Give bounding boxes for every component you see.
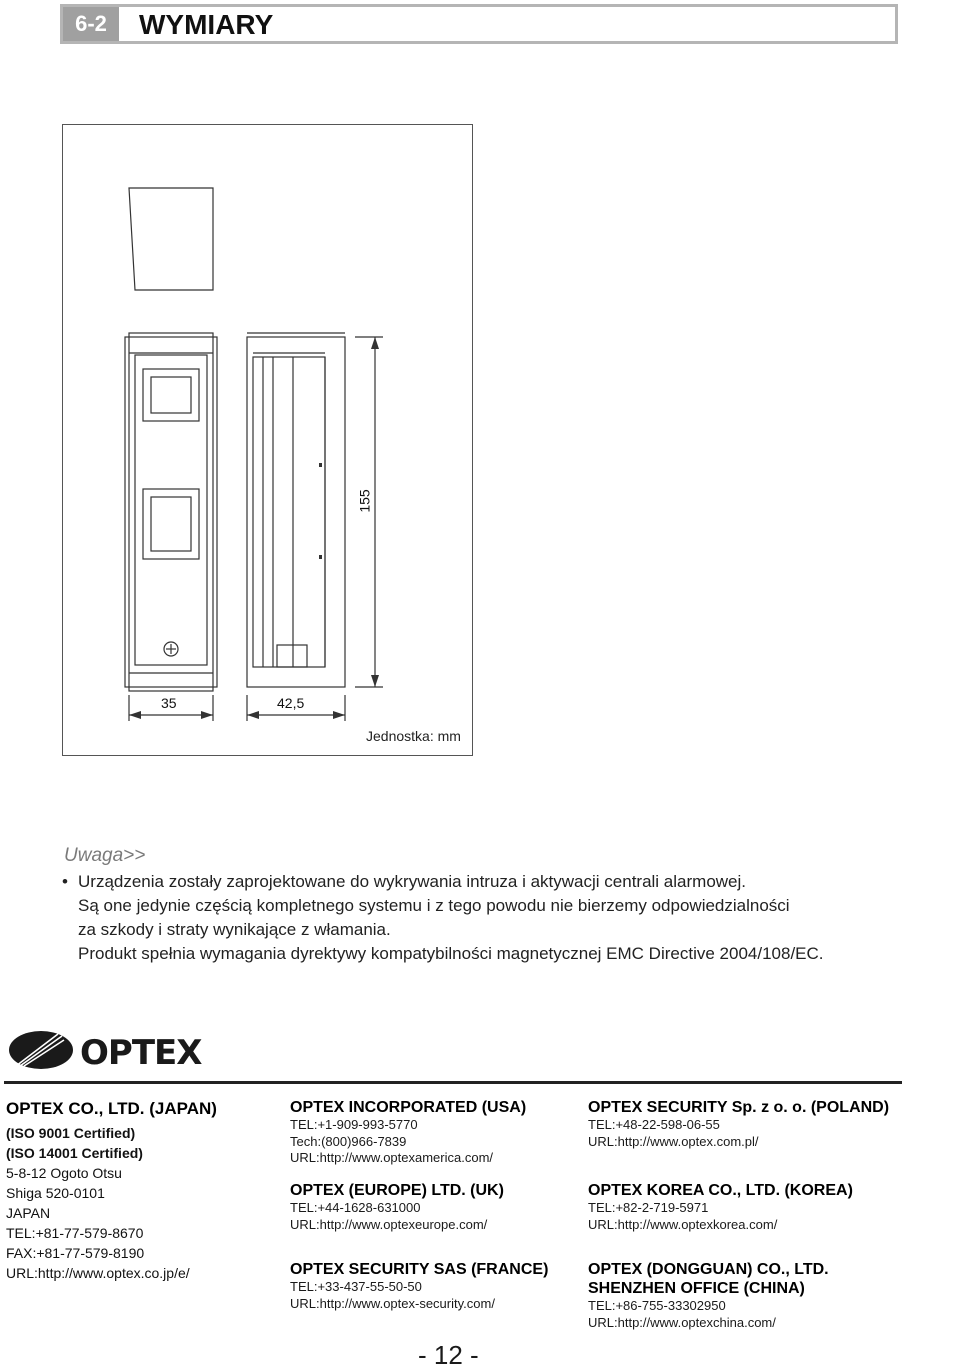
optex-logo-icon: [8, 1028, 238, 1072]
company-office: SHENZHEN OFFICE (CHINA): [588, 1280, 805, 1297]
logo-text: OPTEX: [80, 1033, 202, 1072]
section-title: WYMIARY: [139, 9, 274, 40]
phone: TEL:+82-2-719-5971: [588, 1200, 709, 1215]
side-view-outline: [247, 337, 345, 687]
company-name: OPTEX SECURITY SAS (FRANCE): [290, 1261, 549, 1278]
phone: TEL:+44-1628-631000: [290, 1200, 421, 1215]
cover-part: [129, 188, 213, 290]
website: URL:http://www.optexchina.com/: [588, 1314, 776, 1330]
address-line: JAPAN: [6, 1205, 51, 1221]
note-line: Urządzenia zostały zaprojektowane do wykrywania intruza i aktywacji centrali alarmowej.: [78, 872, 747, 891]
company-france: [290, 1260, 548, 1312]
company-usa: [290, 1098, 526, 1167]
note-line: Są one jedynie częścią kompletnego systemu i z tego powodu nie bierzemy odpowiedzialności: [78, 896, 790, 915]
tech-phone: Tech:(800)966-7839: [290, 1133, 407, 1149]
company-name: OPTEX KOREA CO., LTD. (KOREA): [588, 1182, 853, 1199]
device-drawing-svg: [63, 125, 474, 757]
fax: FAX:+81-77-579-8190: [6, 1245, 145, 1261]
section-number: 6-2: [63, 7, 119, 41]
footer-divider: [4, 1081, 902, 1084]
height-dimension-label: 155: [356, 489, 373, 513]
company-name: OPTEX CO., LTD. (JAPAN): [6, 1099, 217, 1118]
section-header: [60, 4, 898, 44]
company-china: [588, 1260, 829, 1331]
dimension-drawing: [62, 124, 473, 756]
website: URL:http://www.optex-security.com/: [290, 1295, 495, 1311]
website: URL:http://www.optex.com.pl/: [588, 1133, 759, 1149]
address-line: Shiga 520-0101: [6, 1185, 105, 1201]
phone: TEL:+1-909-993-5770: [290, 1117, 418, 1132]
company-name: OPTEX SECURITY Sp. z o. o. (POLAND): [588, 1099, 890, 1116]
note-line: za szkody i straty wynikające z włamania.: [78, 920, 391, 939]
website: URL:http://www.optex.co.jp/e/: [6, 1265, 190, 1281]
company-name: OPTEX (DONGGUAN) CO., LTD.: [588, 1261, 829, 1278]
unit-label: Jednostka: mm: [366, 728, 461, 744]
bullet-icon: •: [62, 872, 68, 891]
phone: TEL:+86-755-33302950: [588, 1298, 726, 1313]
page-number: - 12 -: [418, 1340, 479, 1370]
company-korea: [588, 1181, 853, 1233]
address-line: 5-8-12 Ogoto Otsu: [6, 1165, 122, 1181]
website: URL:http://www.optexamerica.com/: [290, 1150, 494, 1165]
website: URL:http://www.optexkorea.com/: [588, 1216, 778, 1232]
company-europe: [290, 1181, 504, 1233]
phone: TEL:+33-437-55-50-50: [290, 1279, 422, 1294]
company-name: OPTEX INCORPORATED (USA): [290, 1099, 527, 1116]
phone: TEL:+48-22-598-06-55: [588, 1117, 720, 1132]
company-name: OPTEX (EUROPE) LTD. (UK): [290, 1182, 504, 1199]
certification: (ISO 9001 Certified): [6, 1125, 136, 1141]
company-poland: [588, 1098, 889, 1150]
note-text: [62, 870, 942, 966]
note-title: Uwaga>>: [64, 845, 146, 866]
phone: TEL:+81-77-579-8670: [6, 1225, 144, 1241]
optex-logo: [8, 1028, 238, 1077]
front-width-dimension-label: 35: [161, 695, 177, 711]
note-line: Produkt spełnia wymagania dyrektywy kompatybilności magnetycznej EMC Directive 2004/108/EC.: [78, 944, 824, 963]
side-width-dimension-label: 42,5: [277, 695, 305, 711]
website: URL:http://www.optexeurope.com/: [290, 1216, 488, 1232]
company-japan: [6, 1098, 217, 1283]
front-view-outline: [129, 333, 213, 691]
certification: (ISO 14001 Certified): [6, 1145, 143, 1161]
